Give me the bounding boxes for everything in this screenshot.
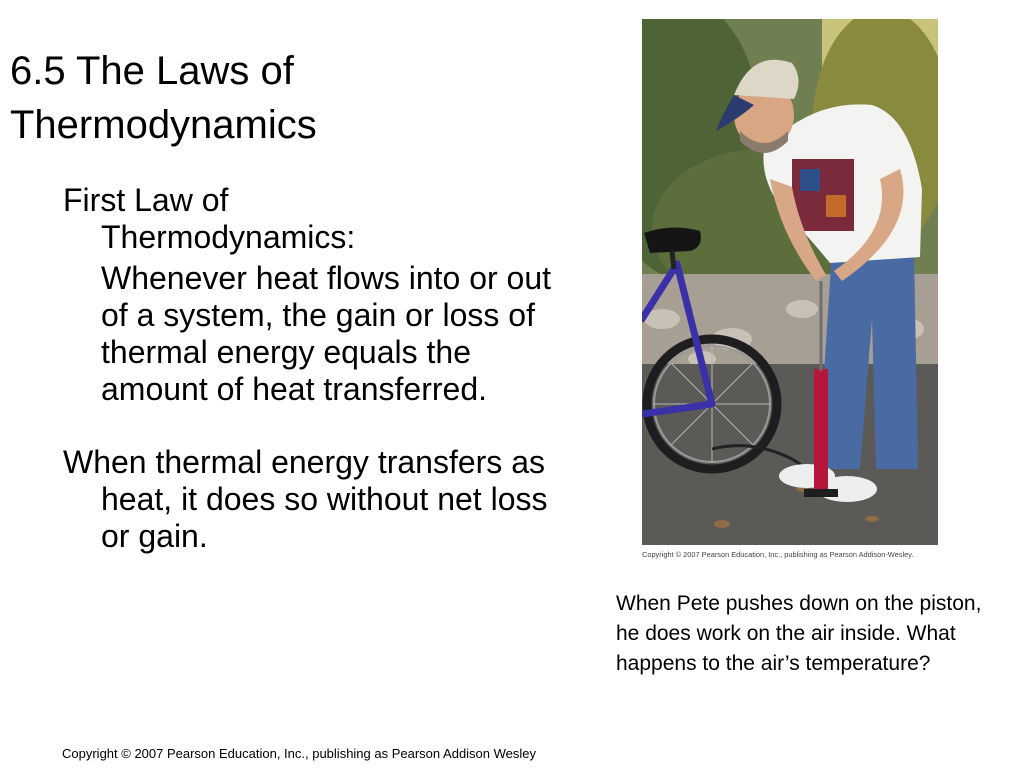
energy-transfer-text: When thermal energy transfers as heat, it does so without net loss or gain. <box>63 444 548 554</box>
slide-body <box>63 182 563 555</box>
first-law-statement: Whenever heat flows into or out of a system, the gain or loss of thermal energy equals the amount of heat transferred. <box>101 260 552 407</box>
first-law-heading <box>63 182 563 256</box>
figure-caption: When Pete pushes down on the piston, he does work on the air inside. What happens to the air’s temperature? <box>616 592 982 675</box>
first-law-heading-line-2: Thermodynamics: <box>101 219 356 255</box>
slide-title <box>10 44 570 152</box>
bicycle-pump <box>814 369 828 497</box>
photo-credit: Copyright © 2007 Pearson Education, Inc., publishing as Pearson Addison-Wesley. <box>642 550 914 559</box>
first-law-heading-line-1: First Law of <box>63 182 229 218</box>
bicycle-saddle <box>644 227 701 253</box>
bicycle-pump-photo <box>642 19 938 545</box>
footer-copyright: Copyright © 2007 Pearson Education, Inc., publishing as Pearson Addison Wesley <box>62 746 537 761</box>
slide-title-line-1: 6.5 The Laws of <box>10 49 294 93</box>
slide-title-line-2: Thermodynamics <box>10 103 317 147</box>
